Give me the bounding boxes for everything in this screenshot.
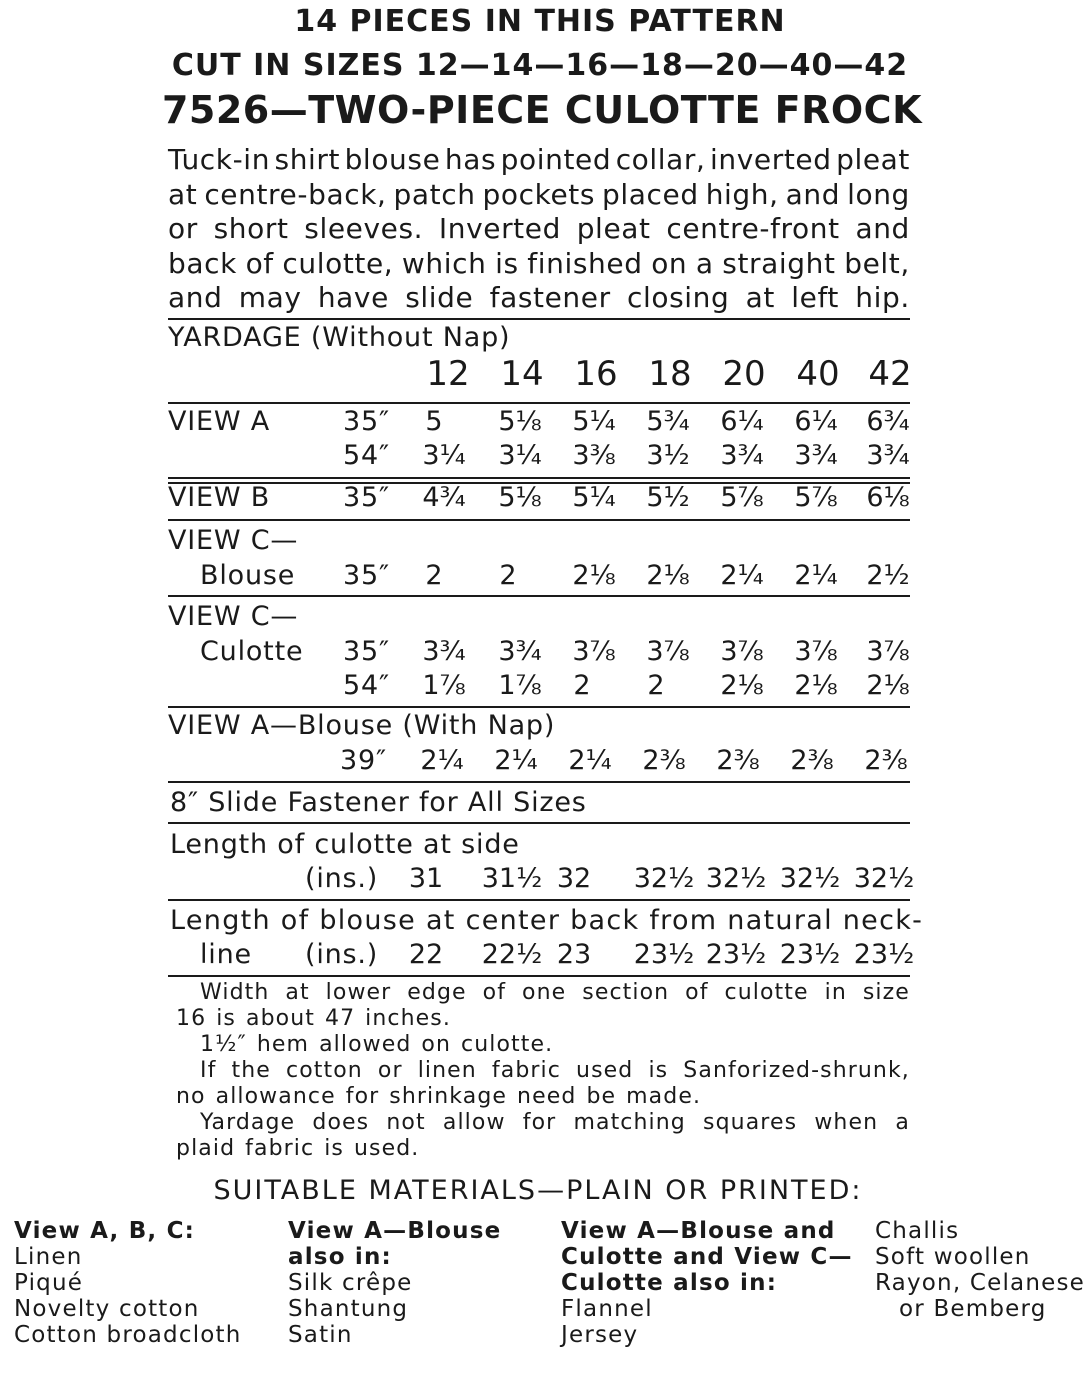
- length-cell: 23: [556, 939, 592, 970]
- size-header: 14: [500, 354, 544, 394]
- yardage-cell: 3¼: [422, 440, 466, 471]
- yardage-cell: 1⅞: [498, 670, 542, 701]
- divider: [168, 706, 910, 708]
- pattern-title: 7526—TWO-PIECE CULOTTE FROCK: [161, 88, 923, 132]
- yardage-cell: 2: [499, 560, 517, 591]
- material-item: Cotton broadcloth: [14, 1322, 242, 1348]
- description-line: and may have slide fastener closing at left hip.: [168, 281, 910, 314]
- length-cell: 22: [408, 939, 444, 970]
- view-c-blouse-label: VIEW C—: [168, 525, 299, 556]
- yardage-cell: 2⅛: [572, 560, 616, 591]
- fabric-width: 39″: [340, 745, 387, 776]
- materials-heading: View A—Blouse and: [561, 1218, 836, 1244]
- material-item: Jersey: [561, 1322, 639, 1348]
- note-line: 16 is about 47 inches.: [176, 1006, 451, 1031]
- yardage-cell: 6¾: [866, 406, 910, 437]
- size-header: 12: [426, 354, 470, 394]
- note-line: If the cotton or linen fabric used is Sanforized-shrunk,: [200, 1058, 910, 1083]
- yardage-cell: 2¼: [568, 745, 612, 776]
- description-line: Tuck-in shirt blouse has pointed collar, inverted pleat: [168, 143, 910, 176]
- materials-title: SUITABLE MATERIALS—PLAIN OR PRINTED:: [213, 1175, 863, 1206]
- size-header: 40: [796, 354, 840, 394]
- material-item: Rayon, Celanese: [875, 1270, 1086, 1296]
- yardage-cell: 6¼: [794, 406, 838, 437]
- yardage-cell: 2⅜: [790, 745, 834, 776]
- yardage-cell: 4¾: [422, 482, 466, 513]
- view-c-blouse-sublabel: Blouse: [200, 560, 296, 591]
- view-c-culotte-sublabel: Culotte: [200, 636, 304, 667]
- divider: [168, 822, 910, 824]
- blouse-length-unit: (ins.): [305, 939, 379, 970]
- fabric-width: 35″: [343, 636, 390, 667]
- size-header: 20: [722, 354, 766, 394]
- material-item: Silk crêpe: [288, 1270, 413, 1296]
- materials-heading: Culotte also in:: [561, 1270, 778, 1296]
- material-item: Novelty cotton: [14, 1296, 200, 1322]
- divider: [168, 975, 910, 977]
- yardage-cell: 2¼: [420, 745, 464, 776]
- yardage-cell: 3⅞: [794, 636, 838, 667]
- divider: [168, 899, 910, 901]
- culotte-length-label: Length of culotte at side: [170, 829, 520, 860]
- material-item: Shantung: [288, 1296, 409, 1322]
- yardage-cell: 3½: [646, 440, 690, 471]
- divider: [168, 318, 910, 320]
- yardage-cell: 2: [647, 670, 665, 701]
- yardage-cell: 5⅛: [498, 482, 542, 513]
- size-header: 18: [648, 354, 692, 394]
- materials-col-4: [875, 1218, 1085, 1322]
- yardage-cell: 1⅞: [422, 670, 466, 701]
- note-line: Width at lower edge of one section of culotte in size: [200, 980, 910, 1005]
- pattern-notes: [176, 980, 910, 1162]
- yardage-cell: 2⅛: [646, 560, 690, 591]
- yardage-cell: 6¼: [720, 406, 764, 437]
- note-line: plaid fabric is used.: [176, 1136, 420, 1161]
- divider: [168, 477, 910, 479]
- fabric-width: 35″: [343, 482, 390, 513]
- yardage-cell: 3¼: [498, 440, 542, 471]
- size-header: 42: [868, 354, 912, 394]
- blouse-length-label: Length of blouse at center back from natural neck-: [170, 905, 924, 936]
- note-line: Yardage does not allow for matching squares when a: [200, 1110, 910, 1135]
- yardage-cell: 5¾: [646, 406, 690, 437]
- materials-col-2: [288, 1218, 501, 1348]
- yardage-cell: 5⅛: [498, 406, 542, 437]
- length-cell: 23½: [853, 939, 915, 970]
- view-b-label: VIEW B: [168, 482, 271, 513]
- yardage-cell: 3⅜: [572, 440, 616, 471]
- length-cell: 22½: [481, 939, 543, 970]
- view-a-label: VIEW A: [168, 406, 271, 437]
- material-item: Satin: [288, 1322, 353, 1348]
- material-item: Soft woollen: [875, 1244, 1031, 1270]
- fabric-width: 54″: [343, 670, 390, 701]
- fabric-width: 35″: [343, 560, 390, 591]
- sizes-heading: CUT IN SIZES 12—14—16—18—20—40—42: [171, 48, 909, 83]
- materials-heading: View A, B, C:: [14, 1218, 196, 1244]
- divider: [168, 519, 910, 521]
- divider: [168, 781, 910, 783]
- material-item: or Bemberg: [899, 1296, 1047, 1322]
- yardage-cell: 2¼: [794, 560, 838, 591]
- length-cell: 32½: [633, 863, 695, 894]
- description-line: back of culotte, which is finished on a straight belt,: [168, 246, 910, 280]
- yardage-cell: 2⅜: [716, 745, 760, 776]
- yardage-cell: 3⅞: [646, 636, 690, 667]
- length-cell: 32½: [705, 863, 767, 894]
- yardage-cell: 3¾: [422, 636, 466, 667]
- yardage-cell: 2: [425, 560, 443, 591]
- materials-col-3: [561, 1218, 853, 1348]
- yardage-cell: 2¼: [720, 560, 764, 591]
- pattern-description: [168, 143, 910, 316]
- yardage-cell: 2½: [866, 560, 910, 591]
- size-header: 16: [574, 354, 618, 394]
- yardage-cell: 2⅛: [720, 670, 764, 701]
- note-line: 1½″ hem allowed on culotte.: [200, 1032, 554, 1057]
- material-item: Piqué: [14, 1270, 84, 1296]
- length-cell: 32½: [779, 863, 841, 894]
- yardage-cell: 5: [425, 406, 443, 437]
- yardage-cell: 3¾: [498, 636, 542, 667]
- length-cell: 32½: [853, 863, 915, 894]
- length-cell: 32: [556, 863, 592, 894]
- yardage-cell: 5⅞: [794, 482, 838, 513]
- fabric-width: 54″: [343, 440, 390, 471]
- yardage-cell: 3⅞: [572, 636, 616, 667]
- yardage-cell: 2⅛: [866, 670, 910, 701]
- yardage-title: YARDAGE (Without Nap): [168, 322, 511, 353]
- divider: [168, 402, 910, 404]
- length-cell: 23½: [779, 939, 841, 970]
- length-cell: 23½: [705, 939, 767, 970]
- material-item: Linen: [14, 1244, 83, 1270]
- yardage-cell: 3⅞: [866, 636, 910, 667]
- culotte-length-unit: (ins.): [305, 863, 379, 894]
- yardage-cell: 2¼: [494, 745, 538, 776]
- fabric-width: 35″: [343, 406, 390, 437]
- yardage-cell: 3⅞: [720, 636, 764, 667]
- yardage-cell: 3¾: [866, 440, 910, 471]
- length-cell: 31½: [481, 863, 543, 894]
- yardage-cell: 6⅛: [866, 482, 910, 513]
- divider: [168, 595, 910, 597]
- length-cell: 31: [408, 863, 444, 894]
- view-c-culotte-label: VIEW C—: [168, 601, 299, 632]
- yardage-cell: 5¼: [572, 406, 616, 437]
- yardage-cell: 5¼: [572, 482, 616, 513]
- yardage-cell: 3¾: [720, 440, 764, 471]
- yardage-cell: 5½: [646, 482, 690, 513]
- blouse-length-label-cont: line: [200, 939, 252, 970]
- view-a-blouse-nap-label: VIEW A—Blouse (With Nap): [168, 710, 556, 741]
- pieces-count-heading: 14 PIECES IN THIS PATTERN: [294, 4, 786, 39]
- materials-heading: Culotte and View C—: [561, 1244, 853, 1270]
- yardage-cell: 2⅛: [794, 670, 838, 701]
- materials-heading: also in:: [288, 1244, 392, 1270]
- yardage-cell: 2⅜: [642, 745, 686, 776]
- yardage-cell: 3¾: [794, 440, 838, 471]
- material-item: Flannel: [561, 1296, 653, 1322]
- yardage-cell: 5⅞: [720, 482, 764, 513]
- length-cell: 23½: [633, 939, 695, 970]
- description-line: at centre-back, patch pockets placed high, and long: [168, 177, 910, 211]
- description-line: or short sleeves. Inverted pleat centre-front and: [168, 212, 910, 245]
- yardage-cell: 2⅜: [864, 745, 908, 776]
- materials-heading: View A—Blouse: [288, 1218, 502, 1244]
- note-line: no allowance for shrinkage need be made.: [176, 1084, 702, 1109]
- slide-fastener-note: 8″ Slide Fastener for All Sizes: [170, 787, 587, 818]
- yardage-cell: 2: [573, 670, 591, 701]
- material-item: Challis: [875, 1218, 960, 1244]
- materials-col-1: [14, 1218, 242, 1348]
